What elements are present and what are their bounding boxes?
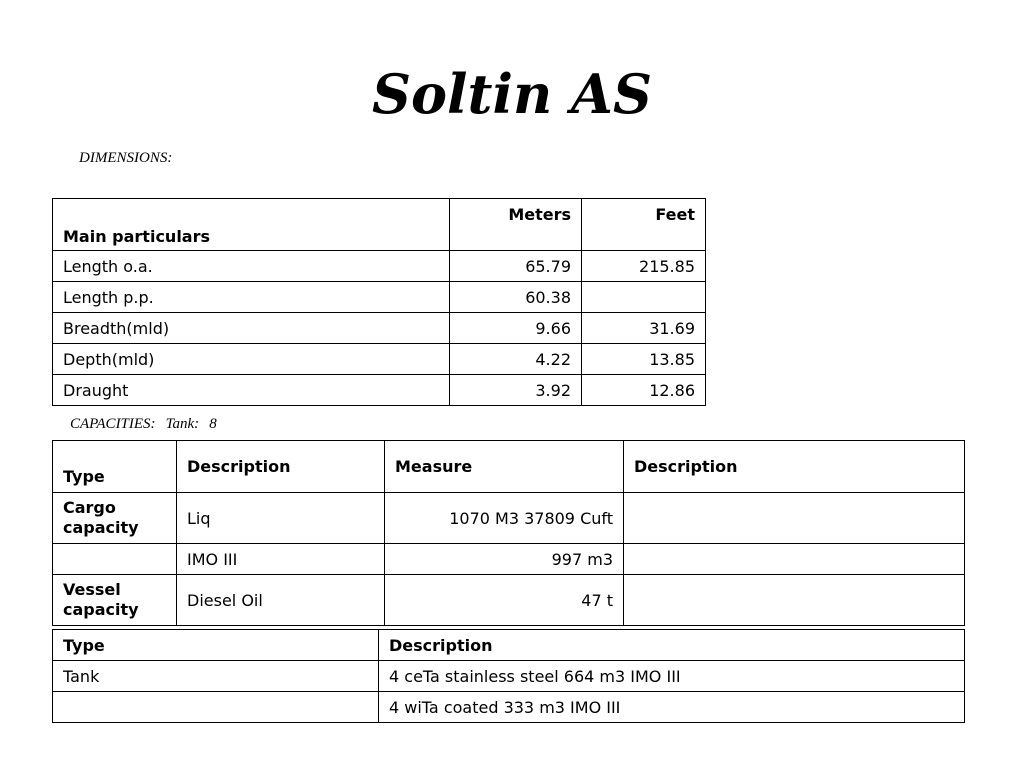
tank-count: 8: [209, 416, 217, 432]
header-feet: Feet: [582, 199, 706, 251]
header-description: Description: [177, 441, 385, 493]
row-feet: 31.69: [582, 313, 706, 344]
dimensions-label: DIMENSIONS:: [79, 150, 173, 166]
table-row: [53, 544, 965, 575]
header-description: Description: [379, 630, 965, 661]
row-meters: 9.66: [450, 313, 582, 344]
table-row: [53, 575, 965, 626]
row-meters: 3.92: [450, 375, 582, 406]
dimensions-header-row: [53, 199, 706, 251]
row-description-2: [624, 493, 965, 544]
table-row: [53, 251, 706, 282]
row-type: [53, 692, 379, 723]
capacities-header-row: [53, 441, 965, 493]
header-meters: Meters: [450, 199, 582, 251]
tank-table: [52, 629, 965, 723]
table-row: [53, 493, 965, 544]
table-row: [53, 344, 706, 375]
row-feet: 215.85: [582, 251, 706, 282]
header-type: Type: [53, 441, 177, 493]
row-measure: 997 m3: [385, 544, 624, 575]
table-row: [53, 692, 965, 723]
header-main-particulars: Main particulars: [53, 199, 450, 251]
row-feet: 13.85: [582, 344, 706, 375]
row-type: Cargo capacity: [53, 493, 177, 544]
table-row: [53, 282, 706, 313]
row-name: Length p.p.: [53, 282, 450, 313]
row-description: 4 wiTa coated 333 m3 IMO III: [379, 692, 965, 723]
header-description-2: Description: [624, 441, 965, 493]
page-title: Soltin AS: [372, 62, 652, 126]
tank-label: Tank:: [165, 416, 200, 432]
row-measure: 1070 M3 37809 Cuft: [385, 493, 624, 544]
row-meters: 4.22: [450, 344, 582, 375]
row-name: Depth(mld): [53, 344, 450, 375]
row-type: Vessel capacity: [53, 575, 177, 626]
capacities-label-text: CAPACITIES:: [70, 416, 156, 432]
table-row: [53, 375, 706, 406]
row-type: Tank: [53, 661, 379, 692]
table-row: [53, 313, 706, 344]
row-description: Diesel Oil: [177, 575, 385, 626]
row-description: 4 ceTa stainless steel 664 m3 IMO III: [379, 661, 965, 692]
tank-header-row: [53, 630, 965, 661]
row-description: IMO III: [177, 544, 385, 575]
row-feet: 12.86: [582, 375, 706, 406]
row-description: Liq: [177, 493, 385, 544]
table-row: [53, 661, 965, 692]
row-description-2: [624, 544, 965, 575]
row-type: [53, 544, 177, 575]
row-measure: 47 t: [385, 575, 624, 626]
row-name: Breadth(mld): [53, 313, 450, 344]
row-meters: 60.38: [450, 282, 582, 313]
capacities-table: [52, 440, 965, 626]
capacities-label: [70, 416, 217, 433]
row-description-2: [624, 575, 965, 626]
row-feet: [582, 282, 706, 313]
header-measure: Measure: [385, 441, 624, 493]
row-name: Draught: [53, 375, 450, 406]
header-type: Type: [53, 630, 379, 661]
dimensions-table: [52, 198, 706, 406]
row-meters: 65.79: [450, 251, 582, 282]
row-name: Length o.a.: [53, 251, 450, 282]
